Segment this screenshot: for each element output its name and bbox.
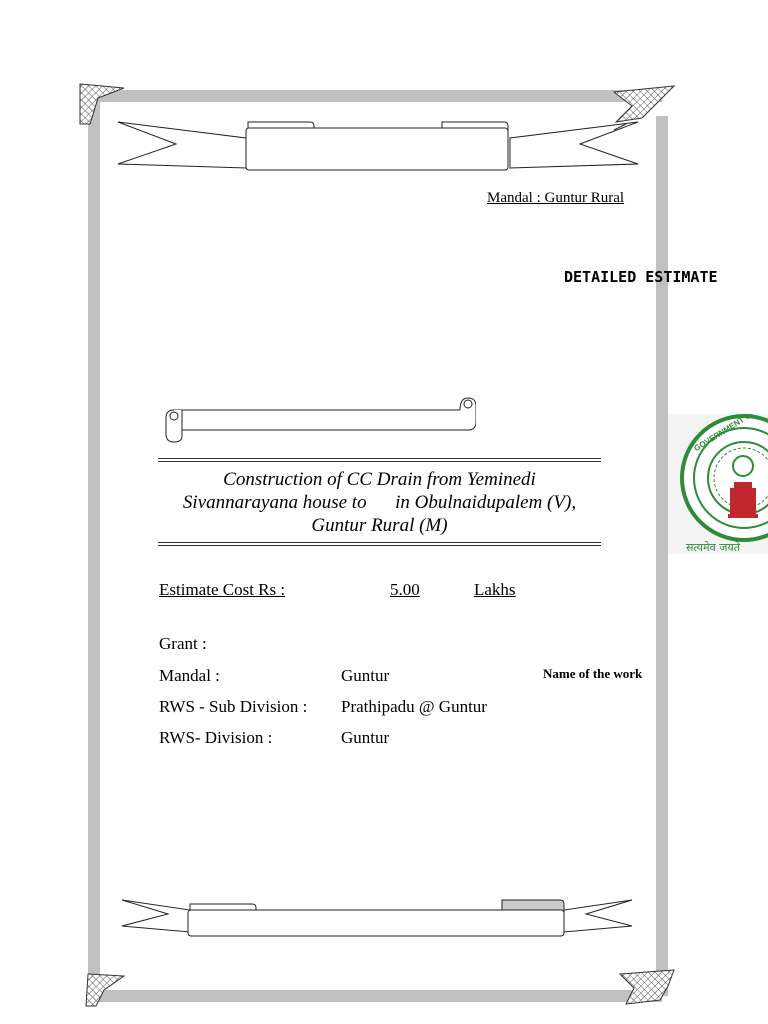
estimate-cost-label: Estimate Cost Rs :: [159, 580, 286, 599]
estimate-cost-unit: Lakhs: [474, 580, 516, 599]
mandal-label: Mandal :: [159, 666, 220, 685]
title-rule-top-1: [158, 458, 601, 459]
work-title-line-1: Construction of CC Drain from Yeminedi: [223, 469, 536, 490]
mandal-heading: Mandal : Guntur Rural: [487, 190, 625, 206]
grant-label: Grant :: [159, 634, 207, 653]
work-title-line-3: Guntur Rural (M): [311, 515, 448, 536]
title-rule-bottom-2: [158, 545, 601, 546]
page-border-top: [96, 90, 662, 102]
title-rule-bottom-1: [158, 542, 601, 543]
sub-division-value: Prathipadu @ Guntur: [341, 697, 487, 716]
work-title: [158, 468, 601, 537]
ribbon-banner-top: [116, 118, 640, 174]
estimate-cost-amount: 5.00: [390, 580, 420, 599]
ribbon-banner-bottom: [120, 896, 634, 942]
scroll-ornament: [164, 396, 476, 446]
emblem-text-bottom: सत्यमेव जयते: [686, 541, 741, 554]
title-rule-top-2: [158, 461, 601, 462]
division-label: RWS- Division :: [159, 728, 273, 747]
detailed-estimate-heading: DETAILED ESTIMATE: [564, 268, 718, 286]
sub-division-label: RWS - Sub Division :: [159, 697, 308, 716]
government-emblem-seal: [668, 414, 768, 554]
page-border-bottom: [96, 990, 662, 1002]
corner-ornament-bottom-right: [616, 968, 676, 1008]
name-of-work-note: Name of the work: [543, 666, 643, 681]
division-value: Guntur: [341, 728, 390, 747]
mandal-value: Guntur: [341, 666, 390, 685]
page-border-left: [88, 96, 100, 996]
page-border-right: [656, 116, 668, 996]
corner-ornament-bottom-left: [82, 972, 126, 1008]
work-title-line-2: Sivannarayana house to in Obulnaidupalem (V),: [182, 492, 577, 513]
